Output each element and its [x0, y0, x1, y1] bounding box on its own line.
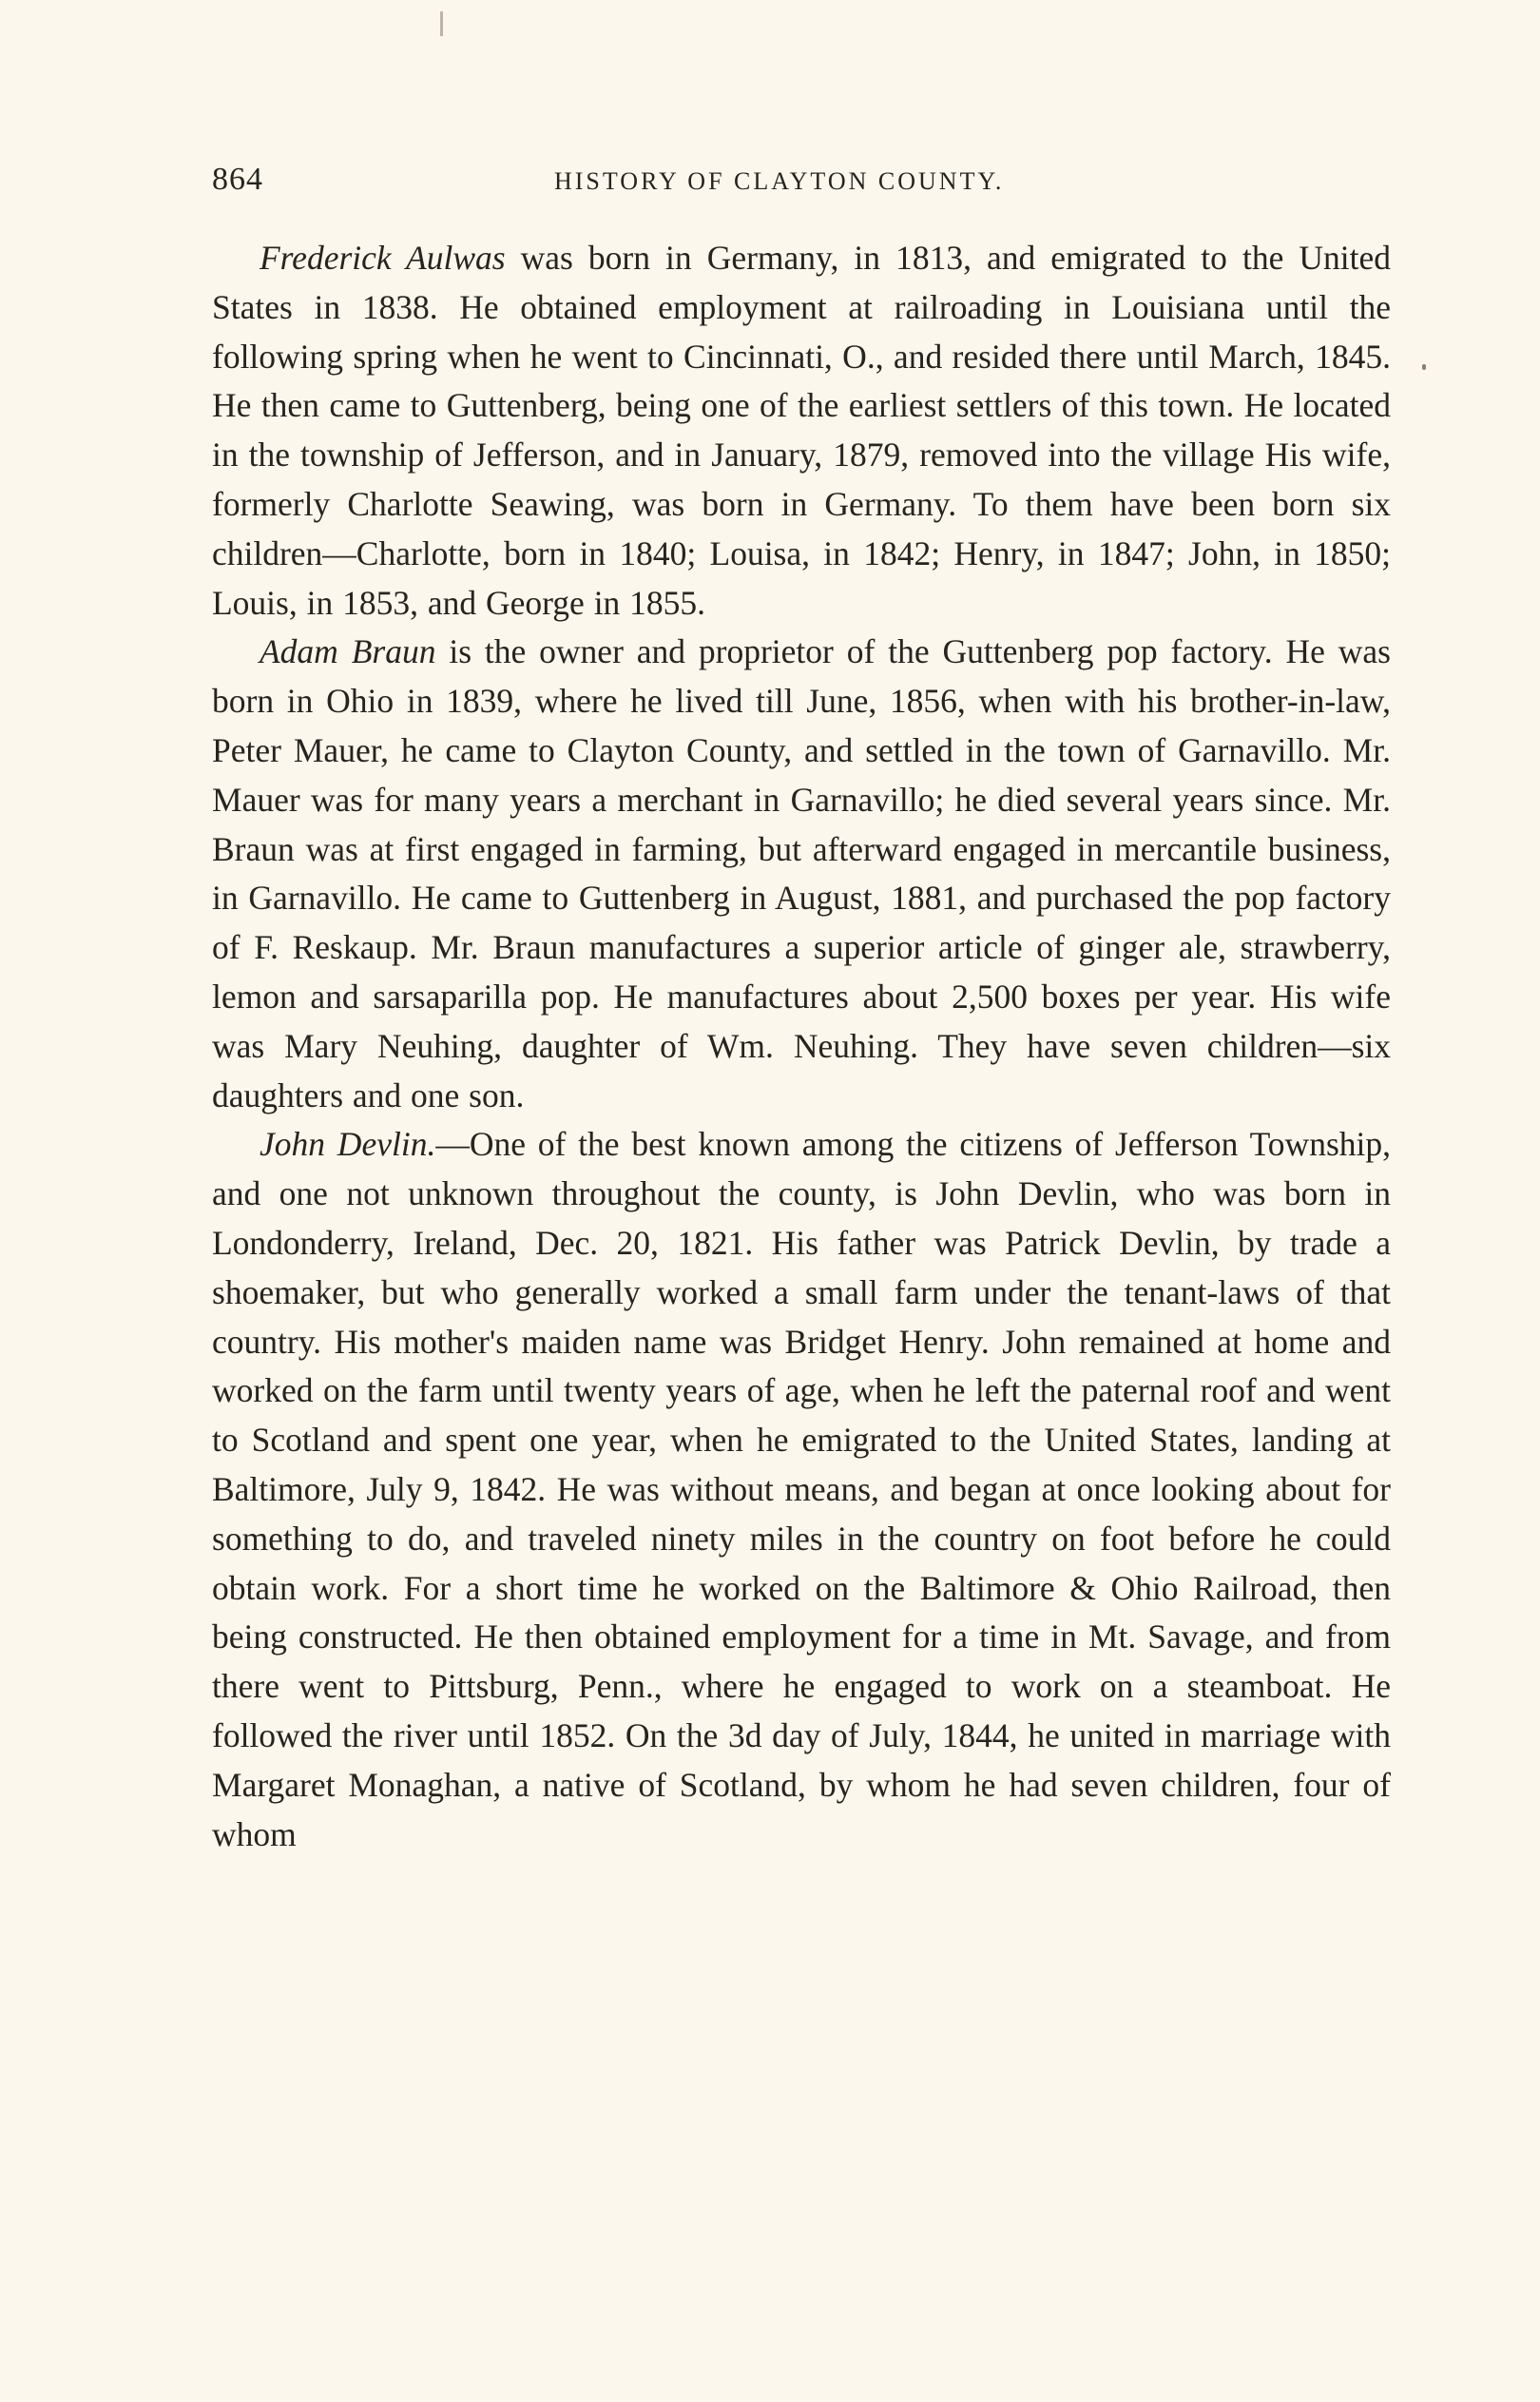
paragraph-text: —One of the best known among the citizens of Jefferson Township, and one not unknown throughout the county, is John Devlin, who was born in Londonderry, Ireland, Dec. 20, 1821. His father was Patrick Devlin, by trade a shoemaker, but who generally worked a small farm under the tenant-laws of that country. His mother's maiden name was Bridget Henry. John remained at home and worked on the farm until twenty years of age, when he left the paternal roof and went to Scotland and spent one year, when he emigrated to the United States, landing at Baltimore, July 9, 1842. He was without means, and began at once looking about for something to do, and traveled ninety miles in the country on foot before he could obtain work. For a short time he worked on the Baltimore & Ohio Railroad, then being constructed. He then obtained employment for a time in Mt. Savage, and from there went to Pittsburg, Penn., where he engaged to work on a steamboat. He followed the river until 1852. On the 3d day of July, 1844, he united in marriage with Margaret Monaghan, a native of Scotland, by whom he had seven children, four of whom	[212, 1125, 1391, 1853]
person-name: John Devlin.	[260, 1125, 436, 1164]
paragraph-braun	[212, 628, 1391, 1120]
person-name: Frederick Aulwas	[260, 239, 506, 277]
paragraph-aulwas	[212, 234, 1391, 628]
page-header	[212, 162, 1391, 219]
paragraph-text: is the owner and proprietor of the Guttenberg pop factory. He was born in Ohio in 1839, where he lived till June, 1856, when with his brother-in-law, Peter Mauer, he came to Clayton County, and settled in the town of Garnavillo. Mr. Mauer was for many years a merchant in Garnavillo; he died several years since. Mr. Braun was at first engaged in farming, but afterward engaged in mercantile business, in Garnavillo. He came to Guttenberg in August, 1881, and purchased the pop factory of F. Reskaup. Mr. Braun manufactures a superior article of ginger ale, strawberry, lemon and sarsaparilla pop. He manufactures about 2,500 boxes per year. His wife was Mary Neuhing, daughter of Wm. Neuhing. They have seven children—six daughters and one son.	[212, 632, 1391, 1114]
person-name: Adam Braun	[260, 632, 436, 671]
running-title: HISTORY OF CLAYTON COUNTY.	[554, 167, 1005, 195]
margin-mark	[1422, 364, 1426, 370]
paragraph-text: was born in Germany, in 1813, and emigrated to the United States in 1838. He obtained employment at railroading in Louisiana until the following spring when he went to Cincinnati, O., and resided there until March, 1845. He then came to Guttenberg, being one of the earliest settlers of this town. He located in the township of Jefferson, and in January, 1879, removed into the village His wife, formerly Charlotte Seawing, was born in Germany. To them have been born six children—Charlotte, born in 1840; Louisa, in 1842; Henry, in 1847; John, in 1850; Louis, in 1853, and George in 1855.	[212, 239, 1391, 622]
body-text	[212, 234, 1391, 1859]
paragraph-devlin	[212, 1120, 1391, 1859]
print-artifact	[440, 11, 443, 36]
page-number: 864	[212, 162, 263, 197]
